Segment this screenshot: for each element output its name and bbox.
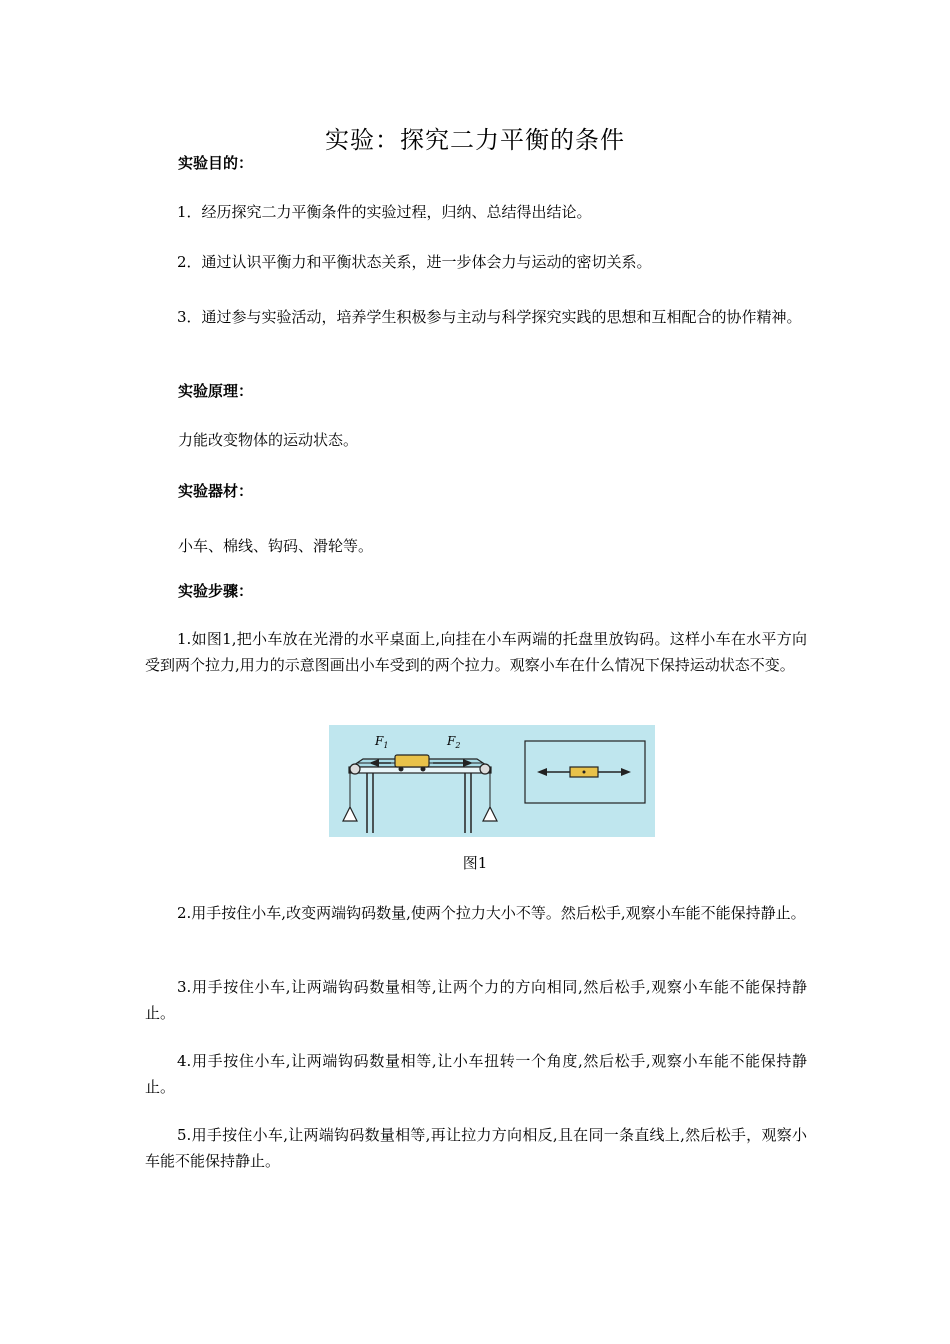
left-pulley: [350, 764, 360, 774]
label-f1: $F_1$: [375, 734, 389, 750]
purpose-item-1: 1．经历探究二力平衡条件的实验过程，归纳、总结得出结论。: [177, 203, 592, 221]
figure-caption: 图1: [462, 854, 488, 872]
step-item-4: 4.用手按住小车,让两端钩码数量相等,让小车扭转一个角度,然后松手,观察小车能不能保持静止。: [145, 1052, 807, 1096]
materials-text: 小车、棉线、钩码、滑轮等。: [178, 537, 374, 555]
force-diagram: [525, 741, 645, 803]
cart: [395, 755, 429, 767]
steps-heading: 实验步骤：: [178, 582, 254, 600]
figure-1-diagram: [329, 725, 655, 837]
materials-heading: 实验器材：: [178, 482, 254, 500]
purpose-item-2: 2．通过认识平衡力和平衡状态关系，进一步体会力与运动的密切关系。: [177, 253, 652, 271]
step-item-5: 5.用手按住小车,让两端钩码数量相等,再让拉力方向相反,且在同一条直线上,然后松手，观察小车能不能保持静止。: [145, 1126, 807, 1170]
step-item-3: 3.用手按住小车,让两端钩码数量相等,让两个力的方向相同,然后松手,观察小车能不能保持静止。: [145, 978, 807, 1022]
purpose-item-3: 3．通过参与实验活动，培养学生积极参与主动与科学探究实践的思想和互相配合的协作精神。: [177, 308, 802, 326]
step-item-1: 1.如图1,把小车放在光滑的水平桌面上,向挂在小车两端的托盘里放钩码。这样小车在水平方向受到两个拉力,用力的示意图画出小车受到的两个拉力。观察小车在什么情况下保持运动状态不变。: [145, 630, 807, 674]
principle-heading: 实验原理：: [178, 382, 254, 400]
label-f2: $F_2$: [447, 734, 461, 750]
step-item-2: 2.用手按住小车,改变两端钩码数量,使两个拉力大小不等。然后松手,观察小车能不能保持静止。: [177, 904, 806, 922]
page-title: 实验：探究二力平衡的条件: [325, 126, 625, 154]
purpose-heading: 实验目的：: [178, 154, 254, 172]
principle-text: 力能改变物体的运动状态。: [178, 431, 359, 449]
right-pulley: [480, 764, 490, 774]
